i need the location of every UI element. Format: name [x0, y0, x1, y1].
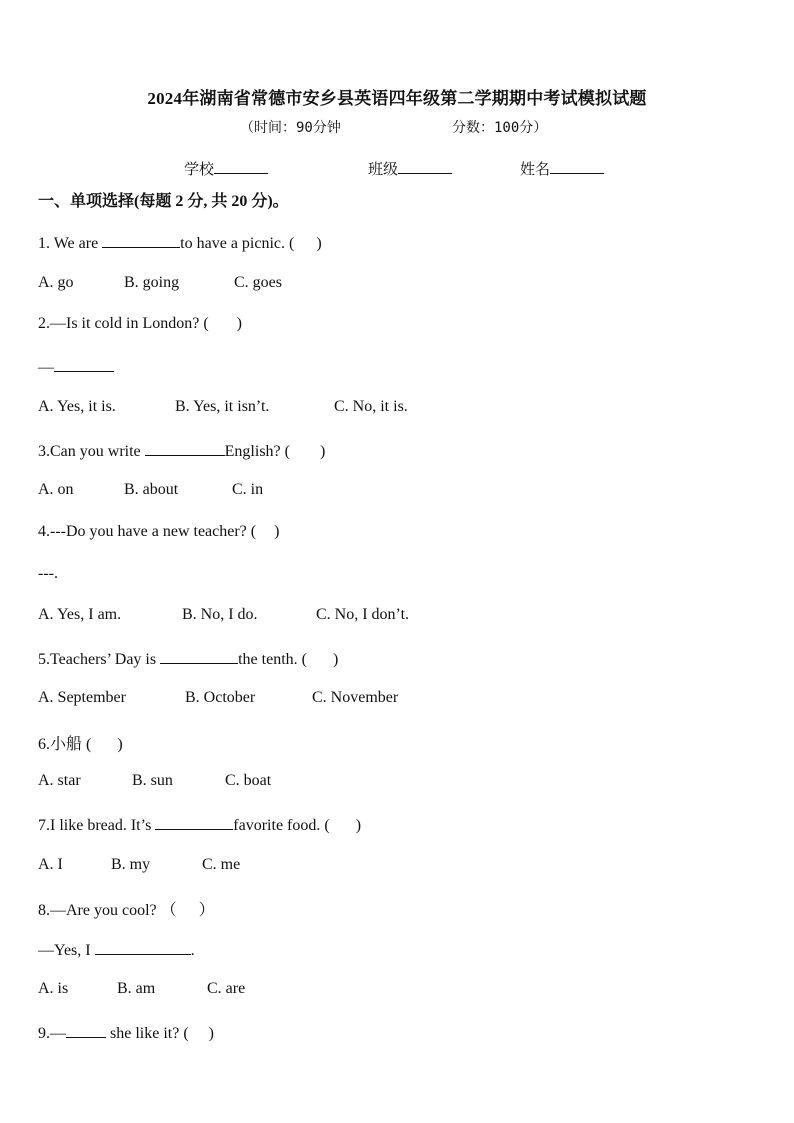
- option-a: A. is: [38, 980, 69, 997]
- option-c: C. No, I don’t.: [316, 606, 410, 623]
- option-c: C. November: [312, 689, 399, 706]
- section-heading: 一、单项选择(每题 2 分, 共 20 分)。: [38, 193, 289, 210]
- option-c: C. are: [207, 980, 246, 997]
- school-field: [184, 158, 268, 179]
- answer-line-2: —: [38, 356, 114, 377]
- question-8: 8.—Are you cool? （ ）: [38, 902, 215, 919]
- option-a: A. Yes, I am.: [38, 606, 122, 623]
- name-field: [520, 158, 604, 179]
- question-9: 9.— she like it? ( ): [38, 1022, 214, 1043]
- options-5: [38, 689, 398, 707]
- option-a: A. go: [38, 274, 74, 291]
- answer-blank: [160, 648, 238, 664]
- option-b: B. going: [124, 274, 180, 291]
- answer-blank: [54, 356, 114, 372]
- question-4: 4.---Do you have a new teacher? ( ): [38, 523, 280, 540]
- options-1: [38, 274, 282, 292]
- exam-title: 2024年湖南省常德市安乡县英语四年级第二学期期中考试模拟试题: [147, 89, 647, 108]
- option-a: A. September: [38, 689, 126, 706]
- answer-blank: [66, 1022, 106, 1038]
- question-7: 7.I like bread. It’s favorite food. ( ): [38, 814, 361, 835]
- option-b: B. No, I do.: [182, 606, 258, 623]
- answer-blank: [95, 939, 191, 955]
- option-b: B. about: [124, 481, 179, 498]
- name-label: 姓名: [520, 162, 551, 178]
- class-blank: [398, 159, 452, 174]
- options-4: [38, 606, 409, 624]
- answer-line-4: ---.: [38, 565, 58, 582]
- exam-score: 分数：100分）: [452, 120, 548, 136]
- question-5: 5.Teachers’ Day is the tenth. ( ): [38, 648, 338, 669]
- question-2: 2.—Is it cold in London? ( ): [38, 315, 242, 332]
- option-c: C. me: [202, 856, 241, 873]
- option-a: A. Yes, it is.: [38, 398, 116, 415]
- option-c: C. goes: [234, 274, 282, 291]
- option-b: B. am: [117, 980, 156, 997]
- option-b: B. my: [111, 856, 151, 873]
- answer-line-8: —Yes, I .: [38, 939, 195, 960]
- options-3: [38, 481, 263, 499]
- options-2: [38, 398, 408, 416]
- school-blank: [214, 159, 268, 174]
- school-label: 学校: [184, 162, 215, 178]
- option-a: A. star: [38, 772, 81, 789]
- options-6: [38, 772, 271, 790]
- option-b: B. sun: [132, 772, 173, 789]
- option-b: B. Yes, it isn’t.: [175, 398, 270, 415]
- answer-blank: [145, 440, 225, 456]
- name-blank: [550, 159, 604, 174]
- question-1: 1. We are to have a picnic. ( ): [38, 232, 322, 253]
- option-c: C. boat: [225, 772, 272, 789]
- option-a: A. on: [38, 481, 74, 498]
- option-a: A. I: [38, 856, 63, 873]
- option-c: C. in: [232, 481, 264, 498]
- class-field: [368, 158, 452, 179]
- answer-blank: [102, 232, 180, 248]
- class-label: 班级: [368, 162, 399, 178]
- options-8: [38, 980, 245, 998]
- option-c: C. No, it is.: [334, 398, 408, 415]
- answer-blank: [155, 814, 233, 830]
- option-b: B. October: [185, 689, 256, 706]
- question-6: 6.小船 ( ): [38, 736, 123, 753]
- options-7: [38, 856, 240, 874]
- question-3: 3.Can you write English? ( ): [38, 440, 325, 461]
- exam-time: （时间：90分钟: [240, 120, 341, 136]
